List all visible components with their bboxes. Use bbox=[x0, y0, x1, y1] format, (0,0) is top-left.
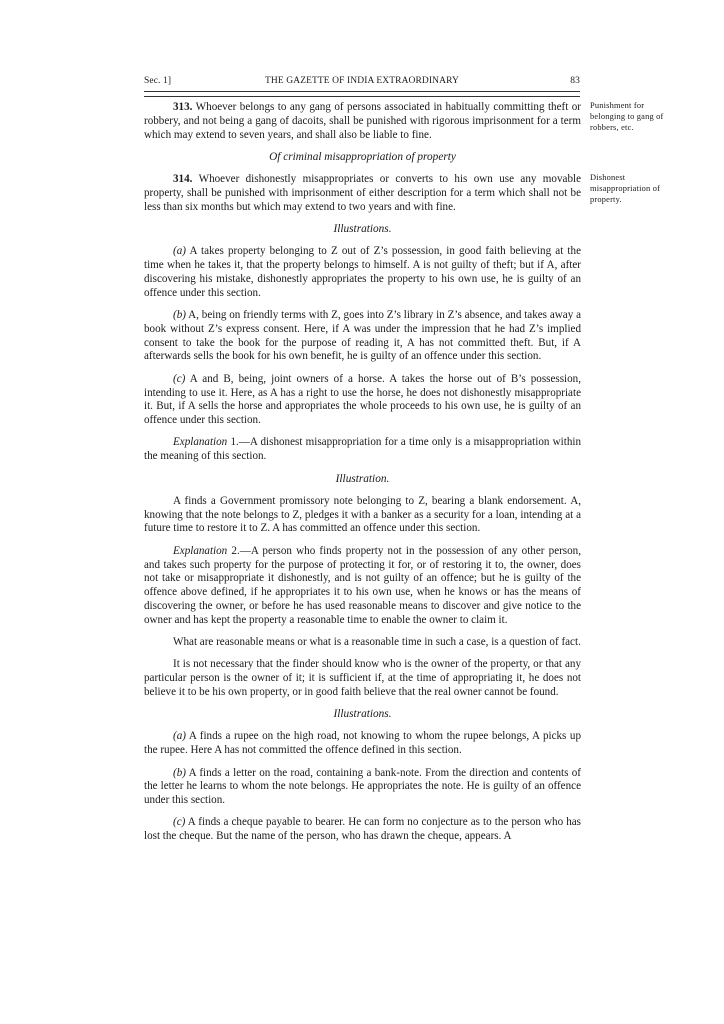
section-314 bbox=[144, 173, 581, 214]
heading-illustrations: Illustrations. bbox=[333, 223, 392, 236]
illustration-label: (a) bbox=[173, 730, 186, 743]
section-text: Whoever belongs to any gang of persons associated in habitually committing theft or robbery, and not being a gang of dacoits, shall be punished with rigorous imprisonment for a term which may extend to seven years, and shall also be liable to fine. bbox=[144, 101, 581, 141]
section-313 bbox=[144, 101, 581, 142]
paragraph-reasonable-means: What are reasonable means or what is a reasonable time in such a case, is a question of fact. bbox=[173, 636, 581, 648]
sidenote-punishment: Punishment for belonging to gang of robbers, etc. bbox=[590, 101, 664, 132]
illustration-label: (c) bbox=[173, 816, 186, 829]
illustration-c bbox=[144, 373, 581, 428]
section-number: 314. bbox=[173, 173, 193, 186]
illustration-2-c bbox=[144, 816, 581, 844]
explanation-text: 2.—A person who finds property not in the possession of any other person, and takes such property for the purpose of protecting it for, or of restoring it to, the owner, does not take or misappropriate it dishonestly, and is not guilty of an offence; but he is guilty of the offence above defined, if he appropriates it to his own use, when he knows or has the means of discovering the owner, or before he has used reasonable means to discover and give notice to the owner and has kept the property a reasonable time to enable the owner to claim it. bbox=[144, 544, 581, 626]
explanation-text: 1.—A dishonest misappropriation for a time only is a misappropriation within the meaning of this section. bbox=[144, 436, 581, 463]
explanation-label: Explanation bbox=[173, 544, 228, 557]
illustration-label: (c) bbox=[173, 372, 186, 385]
illustration-2-b bbox=[144, 767, 581, 808]
heading-illustration: Illustration. bbox=[335, 472, 390, 485]
section-text: Whoever dishonestly misappropriates or converts to his own use any movable property, shall be punished with imprisonment of either description for a term which shall not be less than six months but which may extend to two years and with fine. bbox=[144, 173, 581, 213]
illustration-text: A, being on friendly terms with Z, goes into Z’s library in Z’s absence, and takes away a book without Z’s express consent. Here, if A was under the impression that he had Z’s implied consent to take the book for the purpose of reading it, A has not committed theft. But, if A afterwards sells the book for his own benefit, he is guilty of an offence under this section. bbox=[144, 309, 581, 363]
illustration-text: A takes property belonging to Z out of Z’s possession, in good faith believing at the time when he takes it, that the property belongs to himself. A is not guilty of theft; but if A, after discovering his mistake, dishonestly appropriates the property to his own use, he is guilty of an offence under this section. bbox=[144, 245, 581, 299]
explanation-2 bbox=[144, 545, 581, 628]
illustration-text: A and B, being, joint owners of a horse. A takes the horse out of B’s possession, intending to use it. Here, as A has a right to use the horse, he does not dishonestly misappropriate it. But, if A sells the horse and appropriates the whole proceeds to his own use, he is guilty of an offence under this section. bbox=[144, 372, 581, 427]
section-number: 313. bbox=[173, 101, 193, 113]
illustration-2-a bbox=[144, 730, 581, 758]
header-page-number: 83 bbox=[570, 76, 580, 86]
header-title: THE GAZETTE OF INDIA EXTRAORDINARY bbox=[265, 76, 459, 86]
paragraph-finder: It is not necessary that the finder should know who is the owner of the property, or that any particular person is the owner of it; it is sufficient if, at the time of appropriating it, he does not believe it to be his own property, or in good faith believe that the real owner cannot be found. bbox=[144, 658, 581, 698]
sidenote-dishonest-misappropriation: Dishonest misappropriation of property. bbox=[590, 173, 661, 204]
heading-criminal-misappropriation: Of criminal misappropriation of property bbox=[269, 150, 456, 163]
heading-illustrations-2: Illustrations. bbox=[333, 708, 392, 721]
document-body bbox=[144, 101, 581, 853]
illustration-promissory-note: A finds a Government promissory note belonging to Z, bearing a blank endorsement. A, knowing that the note belongs to Z, pledges it with a banker as a security for a loan, intending at a future time to restore it to Z. A has committed an offence under this section. bbox=[144, 494, 581, 535]
page-header bbox=[144, 76, 580, 92]
illustration-label: (b) bbox=[173, 766, 186, 779]
illustration-text: A finds a rupee on the high road, not knowing to whom the rupee belongs, A picks up the rupee. Here A has not committed the offence defined in this section. bbox=[144, 730, 581, 757]
explanation-1 bbox=[144, 436, 581, 464]
illustration-b bbox=[144, 309, 581, 364]
header-section: Sec. 1] bbox=[144, 76, 172, 86]
illustration-label: (b) bbox=[173, 309, 186, 322]
illustration-label: (a) bbox=[173, 245, 186, 258]
illustration-text: A finds a cheque payable to bearer. He can form no conjecture as to the person who has lost the cheque. But the name of the person, who has drawn the cheque, appears. A bbox=[144, 816, 581, 843]
explanation-label: Explanation bbox=[173, 436, 228, 449]
header-rule bbox=[144, 91, 580, 97]
illustration-a bbox=[144, 245, 581, 300]
illustration-text: A finds a letter on the road, containing a bank-note. From the direction and contents of the letter he learns to whom the note belongs. He appropriates the note. He is guilty of an offence under this section. bbox=[144, 766, 581, 807]
